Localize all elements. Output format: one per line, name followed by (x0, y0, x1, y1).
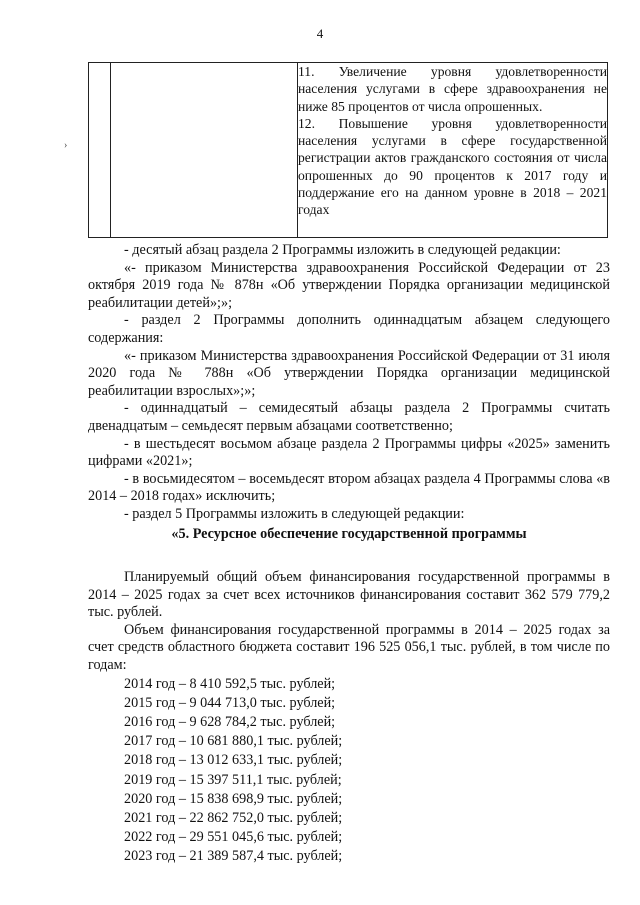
year-funding-row: 2016 год – 9 628 784,2 тыс. рублей; (124, 714, 336, 731)
table-item-11: 11. Увеличение уровня удовлетворенности населения услугами в сфере здравоохранения не ниже 85 процентов от числа опрошенных. (298, 64, 607, 114)
amendment-paragraph: - одиннадцатый – семидесятый абзацы раздела 2 Программы считать двенадцатым – семьдесят первым абзацами соответственно; (88, 400, 610, 434)
amendment-paragraph: «- приказом Министерства здравоохранения Российской Федерации от 31 июля 2020 года № 788н «Об утверждении Порядка организации медицинской реабилитации взрослых»;»; (88, 347, 610, 399)
table-row (89, 63, 608, 238)
table-cell-name (111, 63, 298, 238)
year-funding-row: 2020 год – 15 838 698,9 тыс. рублей; (124, 790, 343, 807)
amendment-paragraph: - в восьмидесятом – восемьдесят втором абзацах раздела 4 Программы слова «в 2014 – 2018 годах» исключить; (88, 470, 610, 505)
document-body (88, 242, 610, 867)
indicators-table (88, 62, 608, 238)
amendment-paragraph: - десятый абзац раздела 2 Программы изложить в следующей редакции: (124, 242, 561, 258)
year-funding-row: 2017 год – 10 681 880,1 тыс. рублей; (124, 733, 343, 750)
spacer (88, 543, 610, 569)
year-funding-row: 2023 год – 21 389 587,4 тыс. рублей; (124, 848, 343, 865)
amendment-paragraph: - раздел 2 Программы дополнить одиннадцатым абзацем следующего содержания: (88, 312, 610, 346)
year-funding-row: 2021 год – 22 862 752,0 тыс. рублей; (124, 810, 343, 827)
year-funding-row: 2019 год – 15 397 511,1 тыс. рублей; (124, 771, 342, 788)
page-number: 4 (316, 26, 324, 41)
year-funding-row: 2018 год – 13 012 633,1 тыс. рублей; (124, 752, 343, 769)
table-cell-results (298, 63, 608, 238)
amendment-paragraph: - в шестьдесят восьмом абзаце раздела 2 Программы цифры «2025» заменить цифрами «2021»; (88, 435, 610, 470)
amendment-paragraph: «- приказом Министерства здравоохранения Российской Федерации от 23 октября 2019 года № 878н «Об утверждении Порядка организации медицинской реабилитации детей»;»; (88, 259, 610, 311)
amendment-paragraph: - раздел 5 Программы изложить в следующей редакции: (124, 505, 465, 522)
table-item-12: 12. Повышение уровня удовлетворенности населения услугами в сфере государственной регистрации актов гражданского состояния от числа опрошенных до 90 процентов к 2017 году и поддержание его на данном уровне в 2018 – 2021 годах (298, 115, 607, 218)
scan-mark: › (64, 140, 68, 151)
year-funding-row: 2015 год – 9 044 713,0 тыс. рублей; (124, 694, 336, 711)
table-cell-number (89, 63, 111, 238)
year-funding-row: 2022 год – 29 551 045,6 тыс. рублей; (124, 829, 343, 846)
section-paragraph: Объем финансирования государственной программы в 2014 – 2025 годах за счет средств областного бюджета составит 196 525 056,1 тыс. рублей, в том числе по годам: (88, 621, 610, 674)
section-paragraph: Планируемый общий объем финансирования государственной программы в 2014 – 2025 годах за счет всех источников финансирования составит 362 579 779,2 тыс. рублей. (88, 569, 610, 621)
year-funding-row: 2014 год – 8 410 592,5 тыс. рублей; (124, 675, 336, 692)
section-heading: «5. Ресурсное обеспечение государственной программы (171, 525, 527, 542)
